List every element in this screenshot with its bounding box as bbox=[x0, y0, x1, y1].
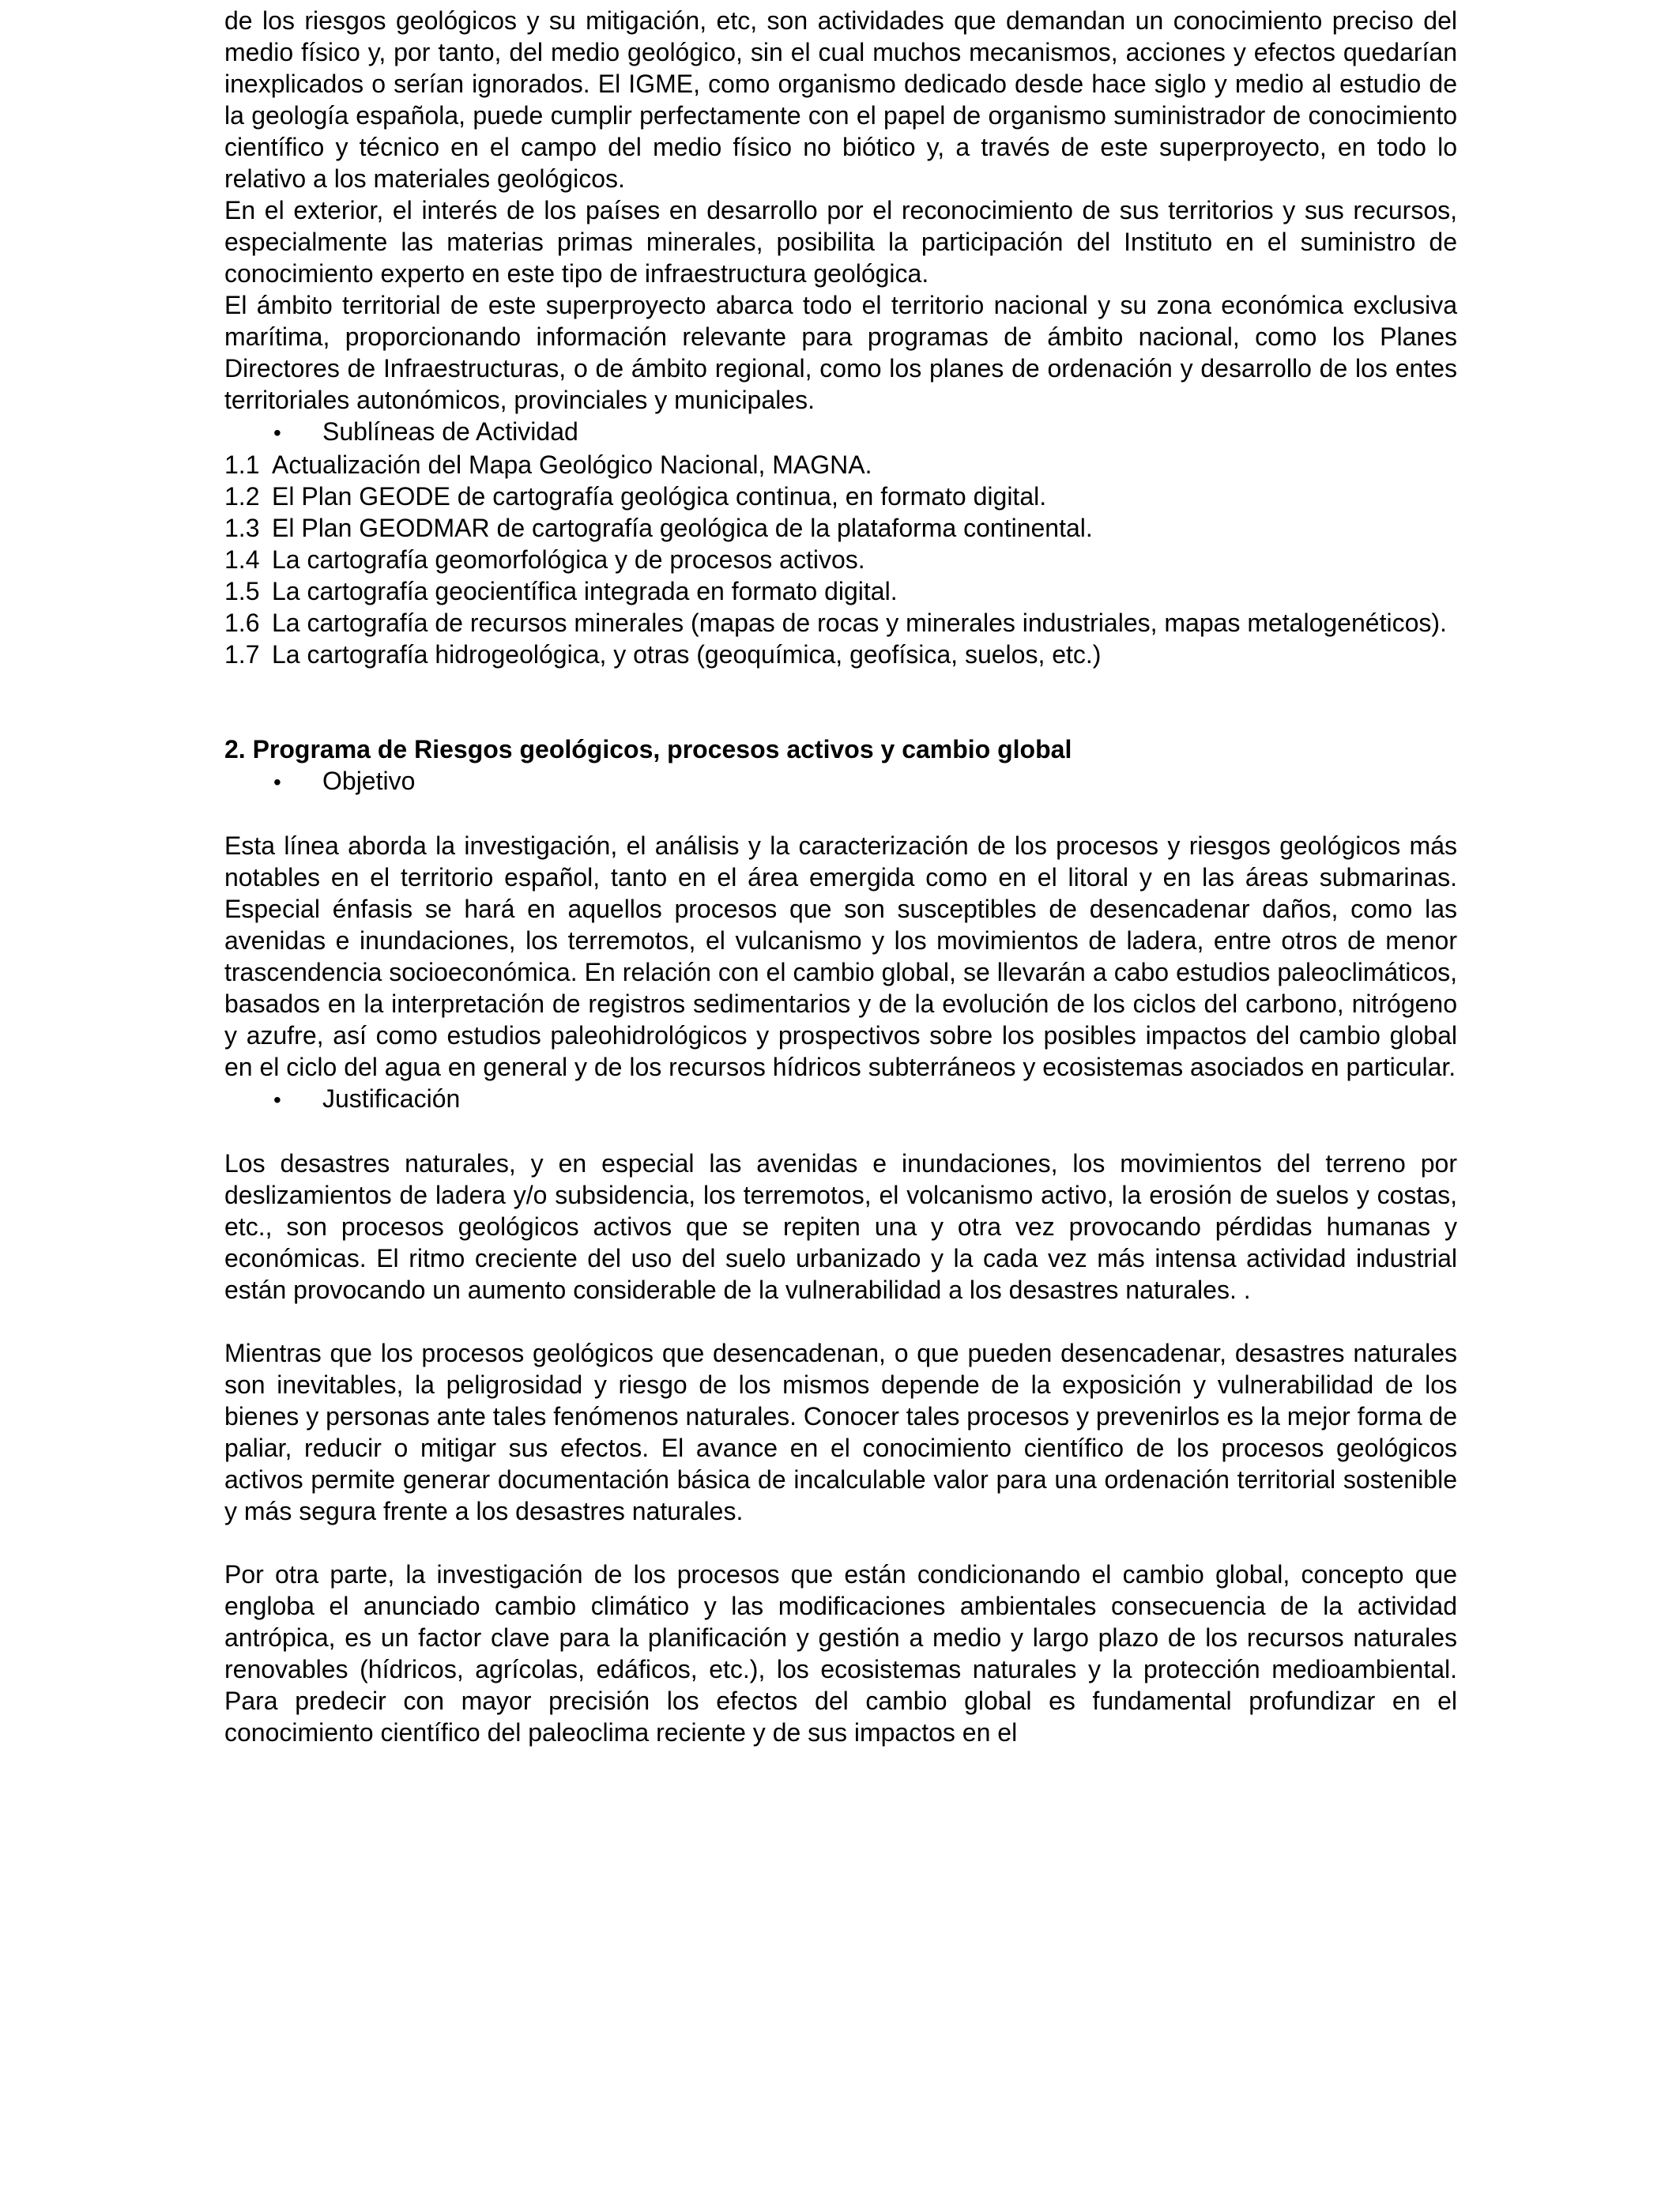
item-text: El Plan GEODMAR de cartografía geológica de la plataforma continental. bbox=[272, 514, 1093, 542]
bullet-justificacion bbox=[224, 1083, 1457, 1116]
bullet-dot-icon: • bbox=[273, 1088, 281, 1112]
item-text: La cartografía de recursos minerales (mapas de rocas y minerales industriales, mapas metalogenéticos). bbox=[272, 609, 1447, 637]
item-text: La cartografía geomorfológica y de procesos activos. bbox=[272, 545, 865, 574]
justificacion-label: Justificación bbox=[322, 1084, 461, 1113]
item-number: 1.2 bbox=[224, 482, 260, 511]
sublineas-label: Sublíneas de Actividad bbox=[322, 417, 578, 446]
item-number: 1.5 bbox=[224, 577, 260, 605]
objetivo-label: Objetivo bbox=[322, 767, 416, 795]
item-number: 1.3 bbox=[224, 514, 260, 542]
item-number: 1.1 bbox=[224, 450, 260, 479]
list-item bbox=[224, 449, 1457, 481]
list-item bbox=[224, 512, 1457, 544]
item-text: Actualización del Mapa Geológico Nacional, MAGNA. bbox=[272, 450, 872, 479]
item-number: 1.7 bbox=[224, 640, 260, 669]
list-item bbox=[224, 575, 1457, 607]
item-text: La cartografía geocientífica integrada en formato digital. bbox=[272, 577, 898, 605]
document-page bbox=[224, 5, 1457, 1748]
section-heading: 2. Programa de Riesgos geológicos, procesos activos y cambio global bbox=[224, 735, 1072, 763]
justificacion-paragraph-2: Mientras que los procesos geológicos que desencadenan, o que pueden desencadenar, desastres naturales son inevitables, la peligrosidad y riesgo de los mismos depende de la exposición y vulnerabilidad de los bienes y personas ante tales fenómenos naturales. Conocer tales procesos y prevenirlos es la mejor forma de paliar, reducir o mitigar sus efectos. El avance en el conocimiento científico de los procesos geológicos activos permite generar documentación básica de incalculable valor para una ordenación territorial sostenible y más segura frente a los desastres naturales. bbox=[224, 1339, 1457, 1525]
intro-paragraph-3: El ámbito territorial de este superproyecto abarca todo el territorio nacional y su zona económica exclusiva marítima, proporcionando información relevante para programas de ámbito nacional, como los Planes Directores de Infraestructuras, o de ámbito regional, como los planes de ordenación y desarrollo de los entes territoriales autonómicos, provinciales y municipales. bbox=[224, 291, 1457, 414]
list-item bbox=[224, 639, 1457, 670]
sublineas-list bbox=[224, 449, 1457, 670]
justificacion-paragraph-1: Los desastres naturales, y en especial las avenidas e inundaciones, los movimientos del terreno por deslizamientos de ladera y/o subsidencia, los terremotos, el volcanismo activo, la erosión de suelos y costas, etc., son procesos geológicos activos que se repiten una y otra vez provocando pérdidas humanas y económicas. El ritmo creciente del uso del suelo urbanizado y la cada vez más intensa actividad industrial están provocando un aumento considerable de la vulnerabilidad a los desastres naturales. . bbox=[224, 1149, 1457, 1304]
bullet-sublineas bbox=[224, 416, 1457, 449]
intro-paragraph-2: En el exterior, el interés de los países en desarrollo por el reconocimiento de sus territorios y sus recursos, especialmente las materias primas minerales, posibilita la participación del Instituto en el suministro de conocimiento experto en este tipo de infraestructura geológica. bbox=[224, 196, 1457, 288]
bullet-dot-icon: • bbox=[273, 420, 281, 445]
item-text: La cartografía hidrogeológica, y otras (geoquímica, geofísica, suelos, etc.) bbox=[272, 640, 1102, 669]
intro-paragraph-1: de los riesgos geológicos y su mitigación, etc, son actividades que demandan un conocimiento preciso del medio físico y, por tanto, del medio geológico, sin el cual muchos mecanismos, acciones y efectos quedarían inexplicados o serían ignorados. El IGME, como organismo dedicado desde hace siglo y medio al estudio de la geología española, puede cumplir perfectamente con el papel de organismo suministrador de conocimiento científico y técnico en el campo del medio físico no biótico y, a través de este superproyecto, en todo lo relativo a los materiales geológicos. bbox=[224, 6, 1457, 193]
item-text: El Plan GEODE de cartografía geológica continua, en formato digital. bbox=[272, 482, 1047, 511]
objetivo-paragraph: Esta línea aborda la investigación, el análisis y la caracterización de los procesos y riesgos geológicos más notables en el territorio español, tanto en el área emergida como en el litoral y en las áreas submarinas. Especial énfasis se hará en aquellos procesos que son susceptibles de desencadenar daños, como las avenidas e inundaciones, los terremotos, el vulcanismo y los movimientos de ladera, entre otros de menor trascendencia socioeconómica. En relación con el cambio global, se llevarán a cabo estudios paleoclimáticos, basados en la interpretación de registros sedimentarios y de la evolución de los ciclos del carbono, nitrógeno y azufre, así como estudios paleohidrológicos y prospectivos sobre los posibles impactos del cambio global en el ciclo del agua en general y de los recursos hídricos subterráneos y ecosistemas asociados en particular. bbox=[224, 831, 1457, 1081]
list-item bbox=[224, 607, 1457, 639]
bullet-objetivo bbox=[224, 765, 1457, 798]
list-item bbox=[224, 544, 1457, 575]
item-number: 1.6 bbox=[224, 609, 260, 637]
justificacion-paragraph-3: Por otra parte, la investigación de los procesos que están condicionando el cambio global, concepto que engloba el anunciado cambio climático y las modificaciones ambientales consecuencia de la actividad antrópica, es un factor clave para la planificación y gestión a medio y largo plazo de los recursos naturales renovables (hídricos, agrícolas, edáficos, etc.), los ecosistemas naturales y la protección medioambiental. Para predecir con mayor precisión los efectos del cambio global es fundamental profundizar en el conocimiento científico del paleoclima reciente y de sus impactos en el bbox=[224, 1560, 1457, 1747]
bullet-dot-icon: • bbox=[273, 770, 281, 794]
item-number: 1.4 bbox=[224, 545, 260, 574]
list-item bbox=[224, 481, 1457, 512]
